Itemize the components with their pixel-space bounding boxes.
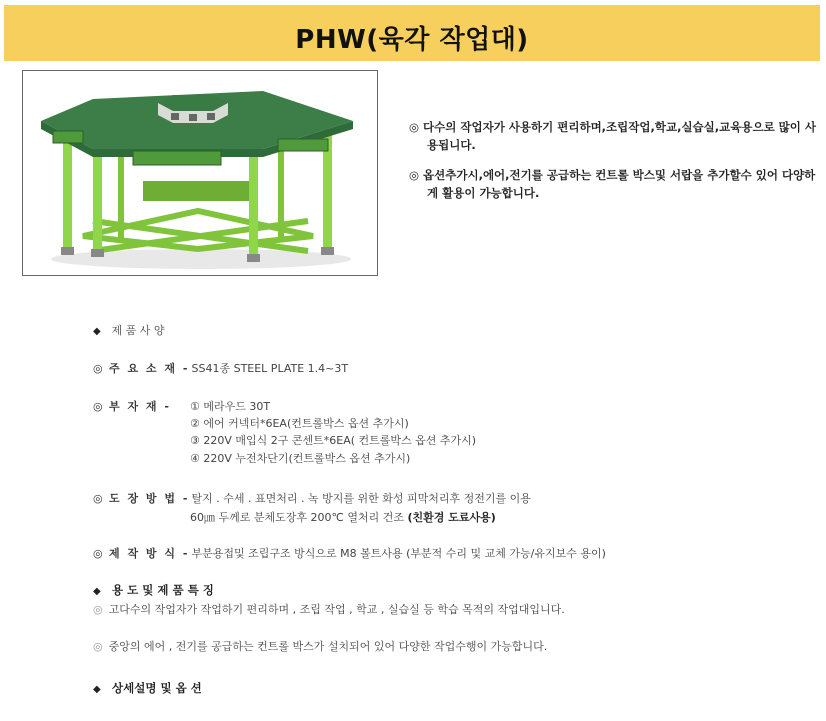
page-title: PHW(육각 작업대) bbox=[295, 25, 529, 55]
spec-heading-label: 제 품 사 양 bbox=[111, 324, 165, 337]
circle-icon: ◎ bbox=[93, 547, 103, 560]
diamond-icon: ◆ bbox=[93, 326, 101, 337]
circle-icon: ◎ bbox=[93, 640, 103, 653]
usage-heading: ◆ 용 도 및 제 품 특 징 bbox=[93, 583, 214, 597]
circle-icon: ◎ bbox=[93, 603, 103, 616]
material-row bbox=[93, 360, 348, 376]
intro-text bbox=[409, 118, 819, 214]
parts-row bbox=[93, 398, 188, 414]
product-image bbox=[22, 70, 378, 276]
painting-line-1: 탈지 . 수세 . 표면처리 . 녹 방지를 위한 화성 피막처리후 정전기를 이용 bbox=[191, 492, 531, 505]
painting-label: 도 장 방 법 - bbox=[109, 492, 190, 505]
parts-item-1: ① 메라우드 30T bbox=[190, 400, 271, 413]
circle-icon: ◎ bbox=[93, 400, 103, 413]
circle-icon: ◎ bbox=[93, 362, 103, 375]
eco-paint-note: (친환경 도료사용) bbox=[407, 511, 496, 524]
feature-1: ◎ 고다수의 작업자가 작업하기 편리하며 , 조립 작업 , 학교 , 실습실 등 학습 목적의 작업대입니다. bbox=[93, 603, 565, 616]
painting-row bbox=[93, 490, 531, 506]
feature-2: ◎ 중앙의 에어 , 전기를 공급하는 컨트롤 박스가 설치되어 있어 다양한 작업수행이 가능합니다. bbox=[93, 640, 548, 653]
diamond-icon: ◆ bbox=[93, 684, 101, 695]
detail-heading: ◆ 상세설명 및 옵 션 bbox=[93, 681, 202, 695]
intro-line-1: ◎ 다수의 작업자가 사용하기 편리하며,조립작업,학교,실습실,교육용으로 많이 사용됩니다. bbox=[409, 120, 817, 152]
manufacture-value: 부분용접및 조립구조 방식으로 M8 볼트사용 (부분적 수리 및 교체 가능/유지보수 용이) bbox=[191, 547, 606, 560]
parts-item-4: ④ 220V 누전차단기(컨트롤박스 옵션 추가시) bbox=[190, 452, 411, 465]
spec-heading bbox=[93, 322, 165, 338]
intro-line-2: ◎ 옵션추가시,에어,전기를 공급하는 컨트롤 박스및 서랍을 추가할수 있어 다양하게 활용이 가능합니다. bbox=[409, 168, 816, 200]
parts-item-2: ② 에어 커넥터*6EA(컨트롤박스 옵션 추가시) bbox=[190, 417, 409, 430]
parts-label: 부 자 재 - bbox=[109, 400, 171, 413]
parts-item-3: ③ 220V 매입식 2구 콘센트*6EA( 컨트롤박스 옵션 추가시) bbox=[190, 434, 477, 447]
painting-line-2: 60㎛ 두께로 분체도장후 200℃ 열처리 건조 (친환경 도료사용) bbox=[190, 511, 496, 524]
manufacture-label: 제 작 방 식 - bbox=[109, 547, 190, 560]
circle-icon: ◎ bbox=[93, 492, 103, 505]
manufacture-row bbox=[93, 545, 606, 561]
hexagonal-workbench-illustration bbox=[23, 71, 377, 275]
material-label: 주 요 소 재 - bbox=[109, 362, 190, 375]
title-banner bbox=[4, 5, 820, 61]
diamond-icon: ◆ bbox=[93, 586, 101, 597]
material-value: SS41종 STEEL PLATE 1.4~3T bbox=[191, 362, 349, 375]
